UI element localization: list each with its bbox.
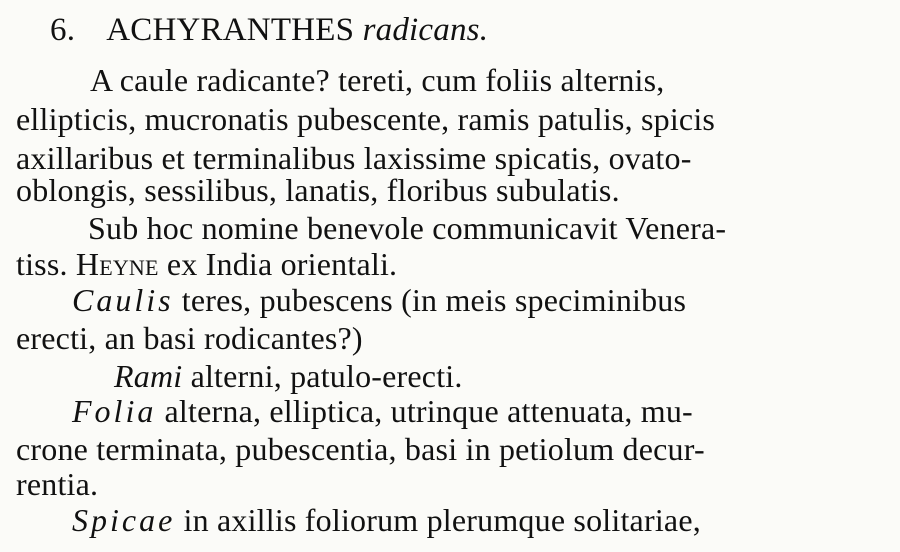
collector-name: Heyne <box>75 246 159 282</box>
folia-term: Folia <box>72 393 157 429</box>
source-line-1: Sub hoc nomine benevole communicavit Venera- <box>88 210 727 246</box>
spicae-text: in axillis foliorum plerumque solitariae, <box>183 502 701 538</box>
folia-line-3: rentia. <box>16 466 99 502</box>
species-epithet: radicans. <box>362 12 489 48</box>
folia-line-2: crone terminata, pubescentia, basi in petiolum decur- <box>16 431 705 467</box>
caulis-line-2: erecti, an basi rodicantes?) <box>16 320 363 356</box>
genus-name: ACHYRANTHES <box>106 12 355 48</box>
caulis-line-1 <box>72 282 686 318</box>
spicae-term: Spicae <box>72 502 176 538</box>
diagnosis-line-1: A caule radicante? tereti, cum foliis alternis, <box>90 62 665 98</box>
species-number: 6. <box>50 12 76 48</box>
diagnosis-line-4: oblongis, sessilibus, lanatis, floribus subulatis. <box>16 172 620 208</box>
folia-text: alterna, elliptica, utrinque attenuata, mu- <box>164 393 693 429</box>
source-suffix: ex India orientali. <box>166 246 398 282</box>
source-prefix: tiss. <box>16 246 68 282</box>
species-heading <box>50 12 488 48</box>
caulis-text: teres, pubescens (in meis speciminibus <box>181 282 687 318</box>
folia-line-1 <box>72 393 693 429</box>
source-line-2 <box>16 246 397 282</box>
rami-line <box>114 358 463 394</box>
diagnosis-line-3: axillaribus et terminalibus laxissime spicatis, ovato- <box>16 140 692 176</box>
diagnosis-line-2: ellipticis, mucronatis pubescente, ramis patulis, spicis <box>16 101 716 137</box>
rami-text: alterni, patulo-erecti. <box>190 358 463 394</box>
spicae-line <box>72 502 701 538</box>
rami-term: Rami <box>114 358 183 394</box>
caulis-term: Caulis <box>72 282 174 318</box>
